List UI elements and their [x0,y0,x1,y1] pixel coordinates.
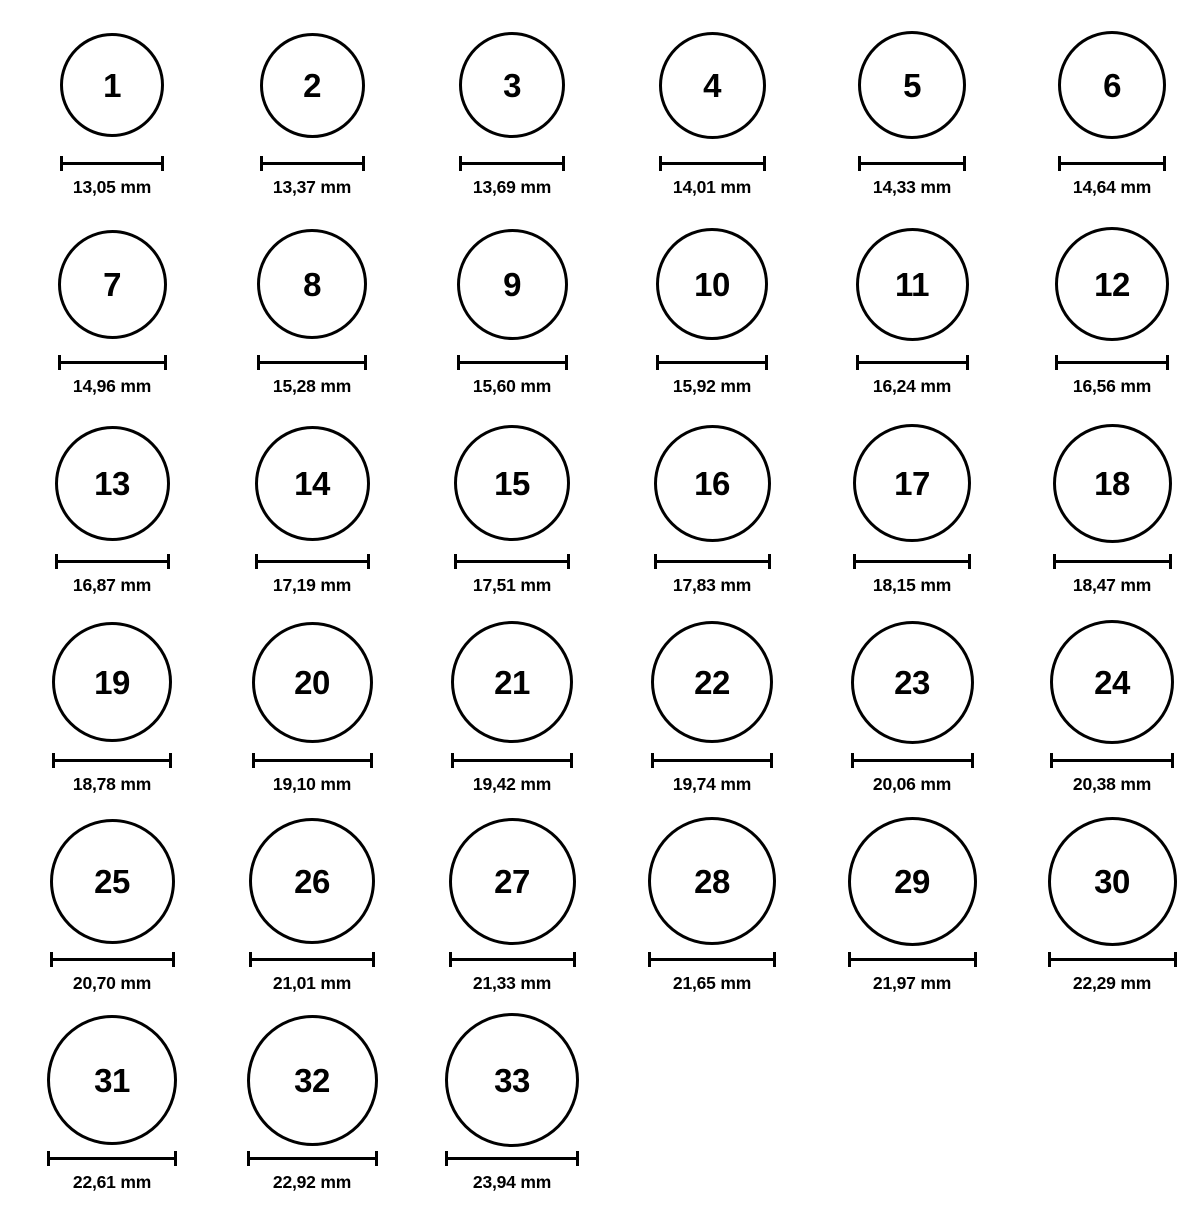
ring-size-cell [12,1013,212,1212]
diameter-label: 13,05 mm [72,177,152,197]
measure-cap-right [367,554,370,569]
ring-circle-icon [848,817,977,946]
measure-cap-right [971,753,974,768]
measure-cap-left [1058,156,1061,171]
ring-size-cell [1012,814,1200,1013]
ring-size-cell [212,416,412,615]
measure-cap-left [656,355,659,370]
ring-size-cell [12,416,212,615]
ring-circle-icon [247,1015,378,1146]
measure-rule-line [659,162,766,165]
ring-size-number: 28 [694,862,730,900]
diameter-label: 22,92 mm [272,1172,352,1192]
measure-cap-left [454,554,457,569]
diameter-label: 14,96 mm [72,376,152,396]
ring-size-cell [412,217,612,416]
measure-cap-left [255,554,258,569]
measure-cap-left [445,1151,448,1166]
ring-circle-wrapper [858,18,966,152]
ring-size-number: 23 [894,663,930,701]
diameter-label: 21,01 mm [272,973,352,993]
measure-cap-left [851,753,854,768]
measure-cap-right [773,952,776,967]
measure-cap-left [848,952,851,967]
diameter-measure-bar [1048,952,1177,966]
measure-cap-left [856,355,859,370]
ring-size-cell [212,18,412,217]
measure-rule-line [651,759,773,762]
diameter-label: 19,74 mm [672,774,752,794]
diameter-label: 15,28 mm [272,376,352,396]
ring-size-cell [612,615,812,814]
ring-circle-icon [659,32,766,139]
measure-rule-line [656,361,768,364]
measure-cap-left [654,554,657,569]
diameter-measure-bar [1050,753,1174,767]
ring-circle-icon [58,230,167,339]
ring-circle-wrapper [1055,217,1169,351]
measure-rule-line [1055,361,1169,364]
ring-circle-wrapper [651,615,773,749]
diameter-measure-bar [449,952,576,966]
measure-cap-right [562,156,565,171]
ring-circle-icon [445,1013,579,1147]
ring-size-cell [212,1013,412,1212]
diameter-measure-bar [648,952,776,966]
size-grid [0,18,1200,1212]
ring-circle-icon [1050,620,1174,744]
measure-cap-left [260,156,263,171]
ring-circle-icon [654,425,771,542]
measure-cap-left [247,1151,250,1166]
measure-rule-line [654,560,771,563]
ring-size-cell [612,18,812,217]
diameter-label: 18,47 mm [1072,575,1152,595]
ring-size-number: 1 [103,66,121,104]
diameter-measure-bar [656,355,768,369]
diameter-measure-bar [47,1151,177,1165]
ring-circle-wrapper [451,615,573,749]
measure-cap-right [968,554,971,569]
ring-circle-icon [47,1015,177,1145]
diameter-label: 13,69 mm [472,177,552,197]
measure-rule-line [648,958,776,961]
measure-rule-line [58,361,167,364]
measure-rule-line [1050,759,1174,762]
ring-circle-icon [1053,424,1172,543]
measure-rule-line [459,162,565,165]
measure-rule-line [249,958,375,961]
ring-circle-icon [255,426,370,541]
ring-size-number: 5 [903,66,921,104]
ring-size-cell [412,1013,612,1212]
ring-size-number: 4 [703,66,721,104]
ring-size-number: 12 [1094,265,1130,303]
measure-cap-right [370,753,373,768]
ring-size-number: 2 [303,66,321,104]
ring-circle-wrapper [60,18,164,152]
measure-cap-right [169,753,172,768]
measure-cap-left [853,554,856,569]
diameter-measure-bar [257,355,367,369]
ring-circle-wrapper [654,416,771,550]
measure-cap-right [570,753,573,768]
ring-circle-wrapper [648,814,776,948]
measure-cap-left [58,355,61,370]
diameter-measure-bar [654,554,771,568]
measure-cap-right [362,156,365,171]
measure-cap-right [1171,753,1174,768]
ring-size-number: 25 [94,862,130,900]
measure-cap-left [1050,753,1053,768]
ring-circle-wrapper [457,217,568,351]
ring-size-cell [612,416,812,615]
ring-circle-icon [50,819,175,944]
diameter-measure-bar [58,355,167,369]
diameter-measure-bar [454,554,570,568]
measure-rule-line [856,361,969,364]
ring-size-number: 16 [694,464,730,502]
ring-size-cell [12,217,212,416]
diameter-label: 22,29 mm [1072,973,1152,993]
ring-size-cell [1012,18,1200,217]
ring-size-cell [212,217,412,416]
diameter-measure-bar [1058,156,1166,170]
ring-size-number: 10 [694,265,730,303]
ring-size-cell [812,416,1012,615]
measure-cap-right [164,355,167,370]
ring-circle-icon [454,425,570,541]
ring-circle-wrapper [247,1013,378,1147]
ring-circle-wrapper [848,814,977,948]
diameter-measure-bar [459,156,565,170]
diameter-label: 17,51 mm [472,575,552,595]
ring-size-number: 17 [894,464,930,502]
diameter-measure-bar [659,156,766,170]
measure-cap-left [648,952,651,967]
measure-cap-right [765,355,768,370]
diameter-label: 14,33 mm [872,177,952,197]
diameter-measure-bar [451,753,573,767]
diameter-label: 18,15 mm [872,575,952,595]
measure-cap-right [576,1151,579,1166]
measure-cap-left [252,753,255,768]
diameter-label: 21,97 mm [872,973,952,993]
measure-rule-line [851,759,974,762]
ring-size-number: 13 [94,464,130,502]
diameter-measure-bar [52,753,172,767]
measure-cap-right [375,1151,378,1166]
ring-size-cell [1012,217,1200,416]
diameter-label: 14,64 mm [1072,177,1152,197]
measure-cap-left [47,1151,50,1166]
measure-cap-right [167,554,170,569]
measure-cap-right [172,952,175,967]
diameter-measure-bar [60,156,164,170]
ring-size-number: 8 [303,265,321,303]
ring-size-cell [1012,416,1200,615]
measure-cap-left [449,952,452,967]
diameter-measure-bar [255,554,370,568]
ring-circle-wrapper [50,814,175,948]
measure-cap-right [174,1151,177,1166]
ring-size-number: 29 [894,862,930,900]
diameter-measure-bar [1055,355,1169,369]
ring-size-number: 33 [494,1061,530,1099]
ring-circle-wrapper [1053,416,1172,550]
ring-size-cell [1012,615,1200,814]
ring-size-number: 15 [494,464,530,502]
diameter-label: 20,70 mm [72,973,152,993]
diameter-label: 15,60 mm [472,376,552,396]
measure-rule-line [457,361,568,364]
ring-circle-wrapper [249,814,375,948]
ring-circle-wrapper [252,615,373,749]
ring-circle-icon [252,622,373,743]
measure-rule-line [445,1157,579,1160]
ring-size-cell [812,217,1012,416]
diameter-measure-bar [853,554,971,568]
ring-size-number: 27 [494,862,530,900]
measure-rule-line [1048,958,1177,961]
diameter-label: 20,06 mm [872,774,952,794]
ring-size-number: 11 [895,265,929,303]
measure-rule-line [50,958,175,961]
diameter-label: 22,61 mm [72,1172,152,1192]
diameter-measure-bar [249,952,375,966]
ring-circle-wrapper [1048,814,1177,948]
ring-size-cell [812,615,1012,814]
measure-rule-line [252,759,373,762]
measure-cap-left [457,355,460,370]
measure-rule-line [853,560,971,563]
ring-size-number: 6 [1103,66,1121,104]
measure-cap-right [161,156,164,171]
measure-cap-right [565,355,568,370]
measure-rule-line [255,560,370,563]
ring-circle-icon [459,32,565,138]
diameter-measure-bar [260,156,365,170]
ring-size-cell [812,18,1012,217]
measure-cap-right [1163,156,1166,171]
ring-size-number: 30 [1094,862,1130,900]
diameter-measure-bar [247,1151,378,1165]
diameter-label: 14,01 mm [672,177,752,197]
ring-size-number: 9 [503,265,521,303]
ring-circle-icon [60,33,164,137]
ring-circle-wrapper [47,1013,177,1147]
ring-circle-wrapper [656,217,768,351]
ring-size-number: 21 [494,663,530,701]
measure-rule-line [60,162,164,165]
measure-cap-left [651,753,654,768]
ring-circle-icon [851,621,974,744]
ring-size-number: 20 [294,663,330,701]
measure-rule-line [257,361,367,364]
ring-circle-wrapper [52,615,172,749]
measure-rule-line [451,759,573,762]
ring-circle-wrapper [449,814,576,948]
ring-size-number: 26 [294,862,330,900]
ring-circle-wrapper [454,416,570,550]
measure-cap-left [52,753,55,768]
measure-cap-right [768,554,771,569]
diameter-label: 21,33 mm [472,973,552,993]
diameter-measure-bar [858,156,966,170]
ring-circle-icon [856,228,969,341]
ring-size-cell [12,615,212,814]
measure-cap-left [1055,355,1058,370]
measure-rule-line [47,1157,177,1160]
ring-circle-icon [1055,227,1169,341]
ring-size-cell [212,615,412,814]
measure-rule-line [247,1157,378,1160]
ring-circle-wrapper [856,217,969,351]
ring-circle-wrapper [853,416,971,550]
ring-circle-icon [257,229,367,339]
diameter-measure-bar [1053,554,1172,568]
measure-cap-left [257,355,260,370]
ring-circle-wrapper [445,1013,579,1147]
ring-circle-icon [858,31,966,139]
measure-rule-line [1058,162,1166,165]
ring-size-number: 18 [1094,464,1130,502]
measure-rule-line [52,759,172,762]
diameter-measure-bar [651,753,773,767]
ring-circle-wrapper [255,416,370,550]
ring-circle-icon [1058,31,1166,139]
ring-circle-icon [55,426,170,541]
measure-cap-left [249,952,252,967]
measure-cap-right [567,554,570,569]
measure-cap-right [763,156,766,171]
ring-size-cell [412,615,612,814]
ring-circle-wrapper [1050,615,1174,749]
diameter-measure-bar [457,355,568,369]
ring-size-number: 3 [503,66,521,104]
measure-rule-line [449,958,576,961]
measure-cap-left [1053,554,1056,569]
diameter-measure-bar [252,753,373,767]
ring-circle-icon [853,424,971,542]
measure-rule-line [1053,560,1172,563]
diameter-label: 16,24 mm [872,376,952,396]
ring-circle-icon [656,228,768,340]
ring-circle-wrapper [58,217,167,351]
ring-size-cell [412,416,612,615]
ring-size-number: 14 [294,464,330,502]
measure-cap-left [60,156,63,171]
ring-circle-icon [249,818,375,944]
ring-circle-wrapper [459,18,565,152]
ring-size-number: 19 [94,663,130,701]
ring-size-cell [812,814,1012,1013]
ring-circle-icon [451,621,573,743]
ring-circle-icon [648,817,776,945]
measure-rule-line [260,162,365,165]
ring-circle-wrapper [659,18,766,152]
ring-size-number: 7 [103,265,121,303]
ring-size-number: 22 [694,663,730,701]
ring-circle-icon [52,622,172,742]
measure-cap-right [770,753,773,768]
measure-cap-left [659,156,662,171]
diameter-label: 16,56 mm [1072,376,1152,396]
measure-rule-line [848,958,977,961]
measure-cap-right [372,952,375,967]
diameter-label: 18,78 mm [72,774,152,794]
diameter-measure-bar [445,1151,579,1165]
measure-cap-left [55,554,58,569]
measure-cap-right [364,355,367,370]
ring-size-number: 31 [94,1061,130,1099]
measure-cap-left [451,753,454,768]
ring-circle-icon [651,621,773,743]
measure-cap-right [573,952,576,967]
ring-size-number: 24 [1094,663,1130,701]
measure-cap-right [963,156,966,171]
measure-rule-line [55,560,170,563]
measure-cap-right [974,952,977,967]
diameter-label: 19,42 mm [472,774,552,794]
ring-size-cell [12,18,212,217]
ring-size-cell [412,814,612,1013]
diameter-measure-bar [848,952,977,966]
diameter-measure-bar [851,753,974,767]
diameter-measure-bar [856,355,969,369]
diameter-measure-bar [55,554,170,568]
ring-size-cell [12,814,212,1013]
measure-cap-left [459,156,462,171]
ring-size-cell [212,814,412,1013]
ring-circle-icon [1048,817,1177,946]
measure-cap-right [1174,952,1177,967]
ring-circle-wrapper [260,18,365,152]
ring-circle-icon [457,229,568,340]
diameter-label: 17,19 mm [272,575,352,595]
diameter-label: 13,37 mm [272,177,352,197]
measure-rule-line [858,162,966,165]
ring-size-cell [612,814,812,1013]
diameter-label: 20,38 mm [1072,774,1152,794]
diameter-label: 21,65 mm [672,973,752,993]
diameter-label: 17,83 mm [672,575,752,595]
ring-circle-wrapper [1058,18,1166,152]
measure-cap-left [858,156,861,171]
ring-circle-icon [260,33,365,138]
diameter-label: 23,94 mm [472,1172,552,1192]
diameter-measure-bar [50,952,175,966]
diameter-label: 15,92 mm [672,376,752,396]
measure-cap-right [966,355,969,370]
measure-cap-left [50,952,53,967]
measure-cap-right [1169,554,1172,569]
ring-circle-wrapper [851,615,974,749]
ring-size-number: 32 [294,1061,330,1099]
measure-cap-right [1166,355,1169,370]
ring-circle-wrapper [257,217,367,351]
ring-circle-wrapper [55,416,170,550]
measure-rule-line [454,560,570,563]
ring-circle-icon [449,818,576,945]
ring-size-cell [412,18,612,217]
diameter-label: 16,87 mm [72,575,152,595]
measure-cap-left [1048,952,1051,967]
diameter-label: 19,10 mm [272,774,352,794]
ring-size-cell [612,217,812,416]
